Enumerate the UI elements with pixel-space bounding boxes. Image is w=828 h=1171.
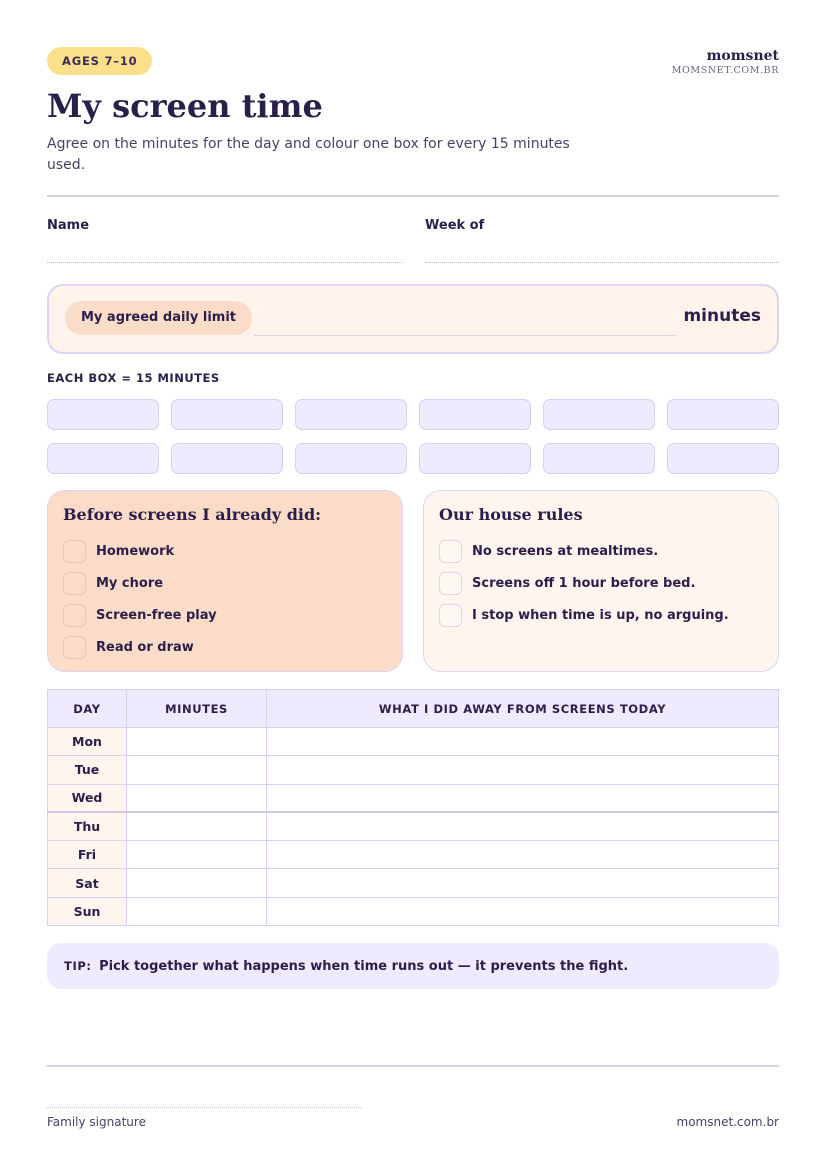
day-cell: Sat [48,869,127,897]
checklist-item-label: I stop when time is up, no arguing. [472,608,729,624]
checklist-item-label: Screen-free play [96,608,217,624]
activity-cell[interactable] [267,841,779,869]
table-row [48,784,779,812]
time-box[interactable] [543,399,655,430]
activity-cell[interactable] [267,812,779,840]
checklist-item-label: Screens off 1 hour before bed. [472,575,696,591]
checkbox[interactable] [439,572,462,595]
week-field[interactable] [425,262,779,263]
name-field[interactable] [47,262,402,263]
day-cell: Wed [48,784,127,812]
minutes-cell[interactable] [127,784,267,812]
checklist-item-label: Read or draw [96,640,194,656]
table-header-row [48,690,779,728]
footer-url: momsnet.com.br [676,1115,779,1129]
header-divider [47,195,779,197]
brand-url: MOMSNET.COM.BR [671,65,779,76]
minutes-cell[interactable] [127,869,267,897]
activity-cell[interactable] [267,897,779,925]
page-subtitle: Agree on the minutes for the day and colour one box for every 15 minutes used. [47,136,570,173]
checklist-item [63,539,387,563]
table-row [48,728,779,756]
day-cell: Sun [48,897,127,925]
brand-name: momsnet [706,48,779,64]
time-box-grid [47,399,779,474]
day-cell: Mon [48,728,127,756]
checkbox[interactable] [439,540,462,563]
activity-column-header: WHAT I DID AWAY FROM SCREENS TODAY [267,690,779,728]
house-rules-card [423,490,779,672]
time-box[interactable] [47,443,159,474]
checklist-item-label: Homework [96,543,175,559]
time-box[interactable] [47,399,159,430]
checklist-item [63,571,387,595]
checklist-item [63,604,387,628]
daily-limit-field[interactable] [255,335,677,336]
table-row [48,841,779,869]
minutes-cell[interactable] [127,812,267,840]
checklist-item [439,604,763,628]
page-title: My screen time [47,87,323,125]
table-row [48,897,779,925]
footer-divider [47,1065,779,1067]
house-rules-list [439,539,763,628]
time-box[interactable] [419,399,531,430]
before-screens-title: Before screens I already did: [63,505,322,524]
box-legend: EACH BOX = 15 MINUTES [47,371,220,385]
checkbox[interactable] [63,572,86,595]
minutes-cell[interactable] [127,897,267,925]
minutes-cell[interactable] [127,841,267,869]
minutes-cell[interactable] [127,756,267,784]
name-label: Name [47,218,90,233]
time-box[interactable] [419,443,531,474]
day-cell: Fri [48,841,127,869]
checkbox[interactable] [63,604,86,627]
day-cell: Tue [48,756,127,784]
activity-cell[interactable] [267,756,779,784]
checkbox[interactable] [63,636,86,659]
checklist-item-label: No screens at mealtimes. [472,543,659,559]
minutes-cell[interactable] [127,728,267,756]
checklist-item-label: My chore [96,575,164,591]
day-column-header: DAY [48,690,127,728]
house-rules-title: Our house rules [439,505,583,524]
daily-limit-box [47,284,779,354]
activity-cell[interactable] [267,728,779,756]
time-box[interactable] [543,443,655,474]
brand [672,48,779,78]
signature-field[interactable] [47,1107,361,1108]
checkbox[interactable] [63,540,86,563]
weekly-log-table [47,689,779,926]
checklist-item [63,636,387,660]
tip-key: TIP: [64,959,92,973]
tip-banner [47,943,779,989]
minutes-column-header: MINUTES [127,690,267,728]
daily-limit-label: My agreed daily limit [65,301,252,335]
day-cell: Thu [48,812,127,840]
table-row [48,812,779,840]
age-badge: AGES 7–10 [47,47,152,75]
before-screens-card [47,490,403,672]
table-row [48,869,779,897]
time-box[interactable] [295,399,407,430]
time-box[interactable] [667,443,779,474]
before-screens-list [63,539,387,660]
signature-label: Family signature [47,1115,146,1129]
checkbox[interactable] [439,604,462,627]
week-label: Week of [425,218,485,233]
table-row [48,756,779,784]
checklist-item [439,571,763,595]
time-box[interactable] [295,443,407,474]
time-box[interactable] [667,399,779,430]
activity-cell[interactable] [267,869,779,897]
activity-cell[interactable] [267,784,779,812]
tip-text: Pick together what happens when time runs out — it prevents the fight. [99,959,629,974]
daily-limit-unit: minutes [683,306,761,326]
checklist-item [439,539,763,563]
time-box[interactable] [171,399,283,430]
time-box[interactable] [171,443,283,474]
